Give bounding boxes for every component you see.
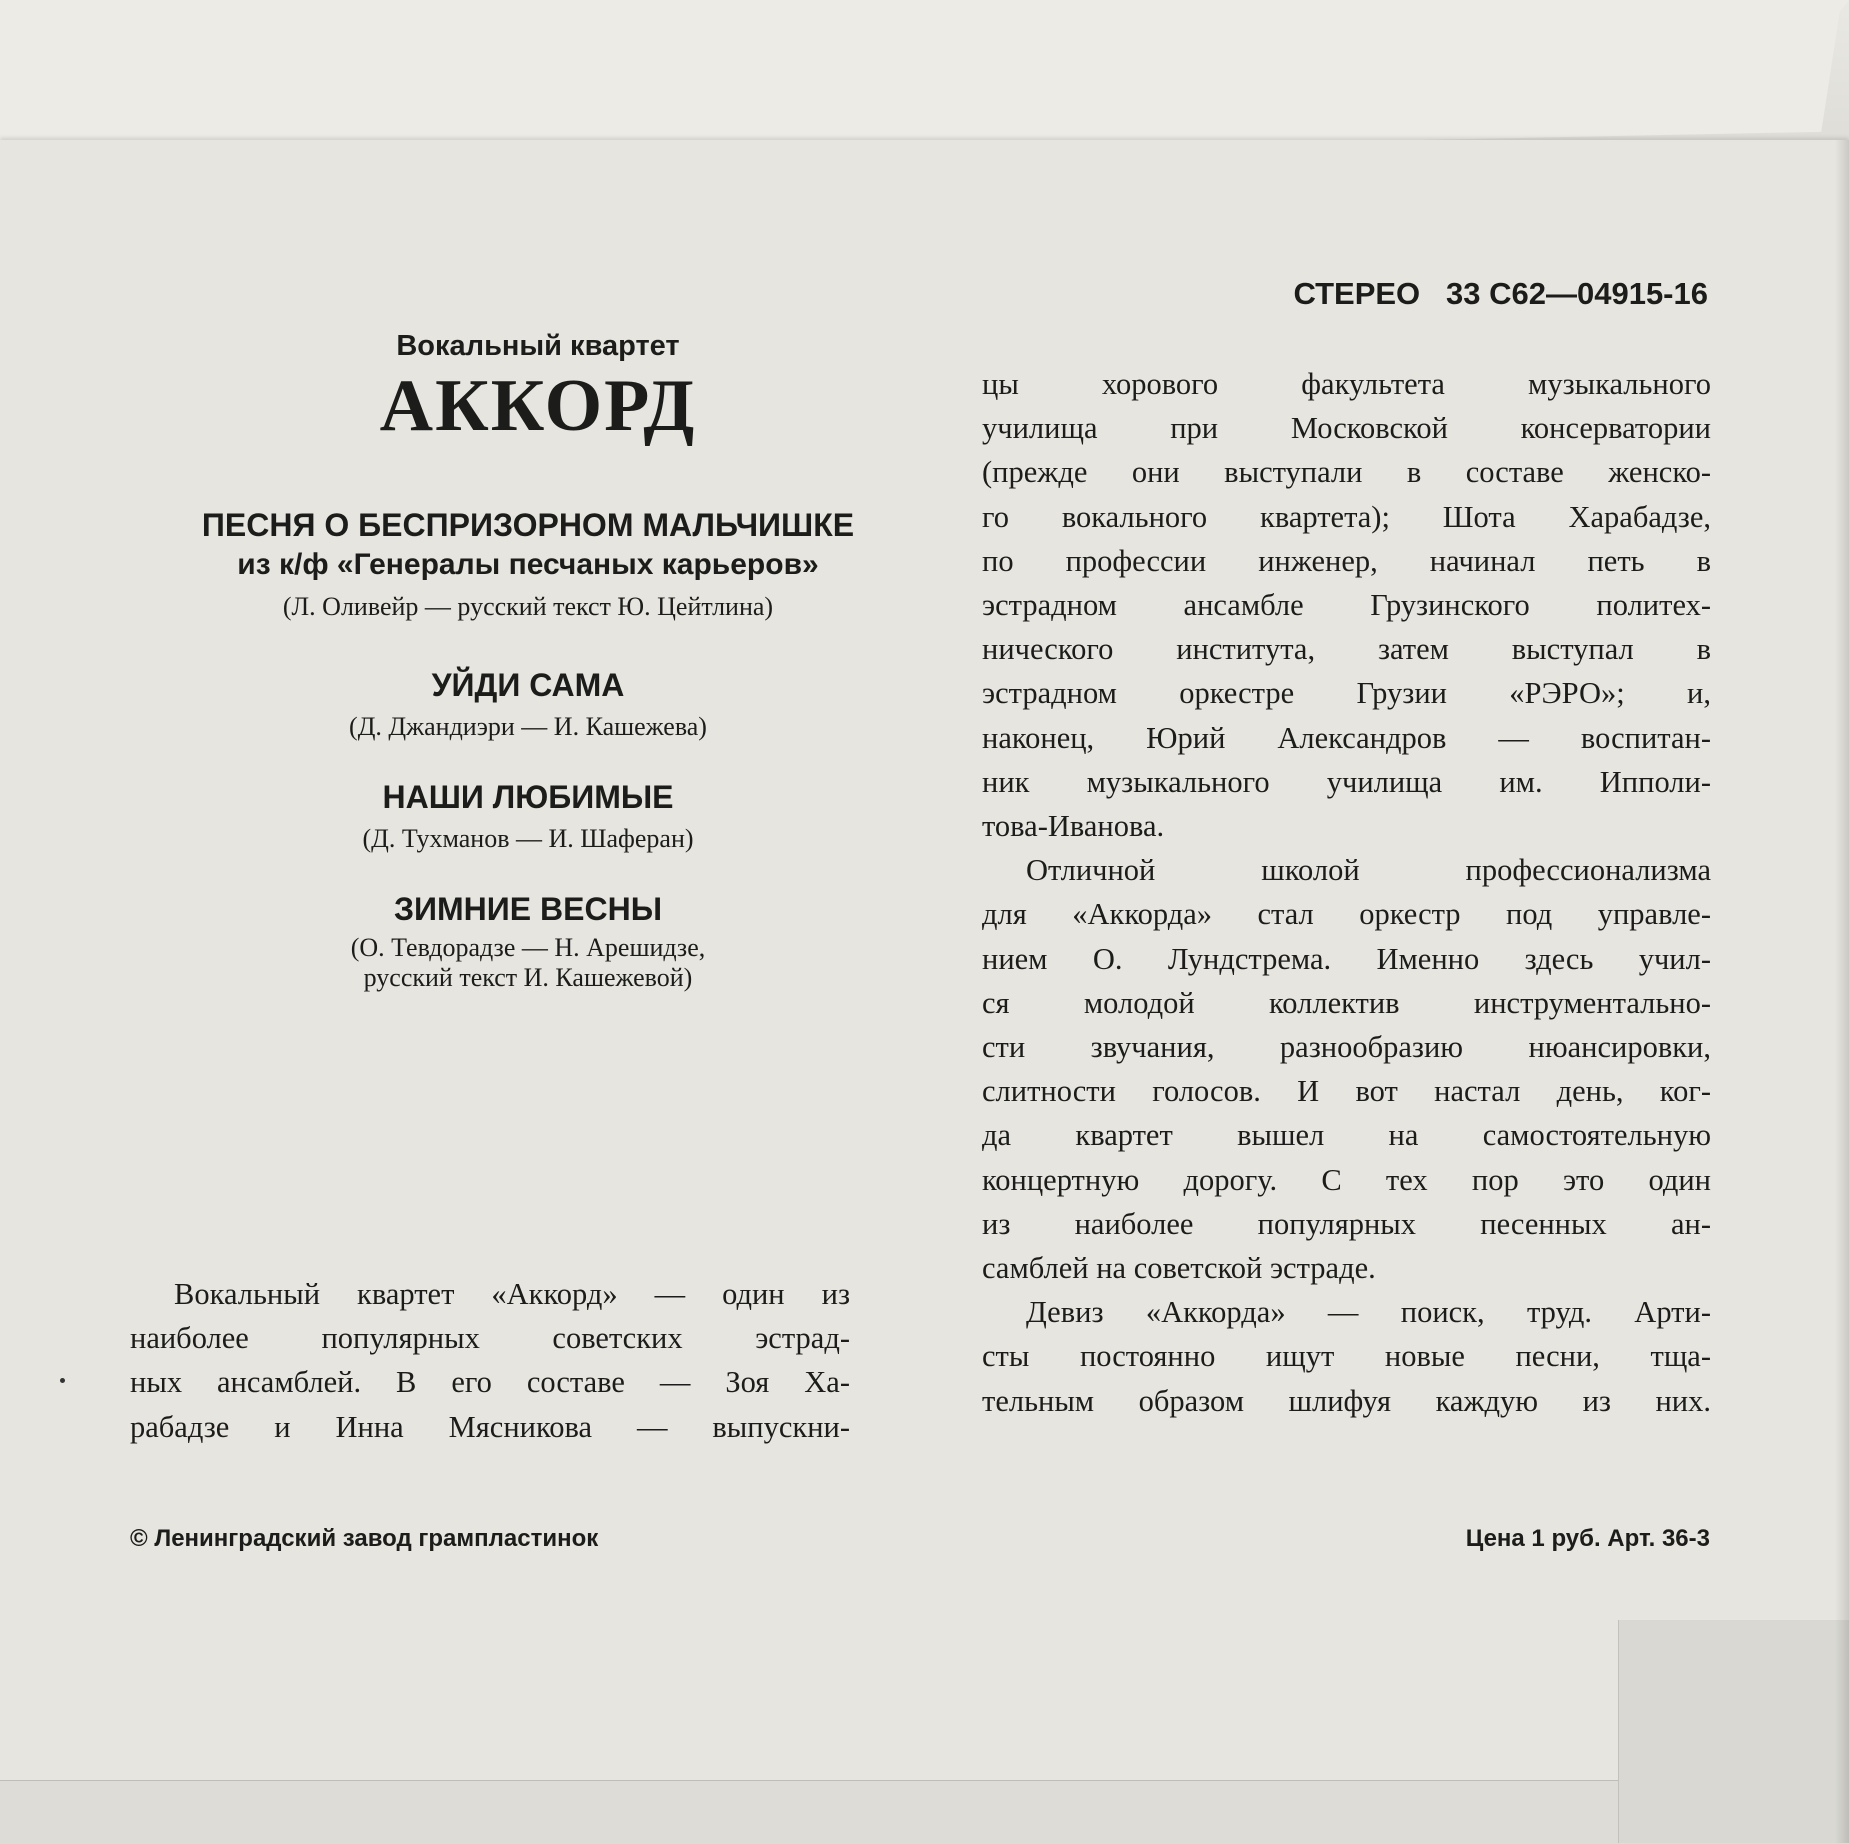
song-title: ПЕСНЯ О БЕСПРИЗОРНОМ МАЛЬЧИШКЕ [201,507,855,543]
text-line: наконец, Юрий Александров — воспитан- [982,720,1711,755]
price-line: Цена 1 руб. Арт. 36-3 [1465,1525,1710,1552]
edge-shadow [1835,140,1849,1843]
song-film-source: из к/ф «Генералы песчаных карьеров» [237,548,819,581]
text-line: самблей на советской эстраде. [982,1251,1376,1286]
text-line: сты постоянно ищут новые песни, тща- [982,1339,1711,1374]
text-line: наиболее популярных советских эстрад- [130,1321,850,1356]
text-line: тельным образом шлифуя каждую из них. [982,1383,1711,1418]
text-line: нического института, затем выступал в [982,632,1711,667]
catalog-number [1222,276,1708,312]
text-line: Вокальный квартет «Аккорд» — один из [174,1277,850,1311]
song-2 [128,665,928,745]
text-line: това-Иванова. [982,809,1165,844]
text-line: эстрадном ансамбле Грузинского политех- [982,588,1711,623]
text-line: сти звучания, разнообразию нюансировки, [982,1030,1711,1065]
text-line: го вокального квартета); Шота Харабадзе, [982,499,1711,534]
song-4 [128,889,928,993]
text-line: концертную дорогу. С тех пор это один [982,1162,1711,1197]
song-credit: (Л. Оливейр — русский текст Ю. Цейтлина) [282,592,774,621]
text-line: слитности голосов. И вот настал день, ког- [982,1074,1711,1109]
text-line: да квартет вышел на самостоятельную [982,1118,1711,1153]
song-title: НАШИ ЛЮБИМЫЕ [382,779,674,815]
text-line: нием О. Лундстрема. Именно здесь учил- [982,941,1711,976]
text-line: (прежде они выступали в составе женско- [982,455,1711,490]
intro-paragraph [130,1272,850,1449]
song-1 [128,505,928,625]
song-credit: (Д. Тухманов — И. Шаферан) [362,824,694,853]
text-line: Девиз «Аккорда» — поиск, труд. Арти- [1026,1295,1711,1330]
text-line: ся молодой коллектив инструментально- [982,985,1711,1020]
text-line: ник музыкального училища им. Ипполи- [982,764,1711,799]
text-line: цы хорового факультета музыкального [982,367,1711,401]
corner-flap [1618,1620,1849,1843]
ensemble-title: АККОРД [379,365,697,447]
print-dot [60,1378,65,1383]
text-line: из наиболее популярных песенных ан- [982,1206,1711,1241]
song-credit: (О. Тевдорадзе — Н. Арешидзе, [350,933,706,962]
ensemble-subtitle: Вокальный квартет [396,330,680,362]
tracklist-column [128,330,928,993]
text-line: Отличной школой профессионализма [1026,853,1711,888]
song-title: УЙДИ САМА [431,667,625,703]
text-line: рабадзе и Инна Мясникова — выпускни- [130,1409,850,1444]
publisher-line: © Ленинградский завод грампластинок [130,1525,599,1552]
stereo-label: СТЕРЕО [1293,276,1421,311]
song-credit: русский текст И. Кашежевой) [363,963,693,992]
song-title: ЗИМНИЕ ВЕСНЫ [393,891,663,927]
text-line: эстрадном оркестре Грузии «РЭРО»; и, [982,676,1711,711]
song-3 [128,777,928,857]
text-line: по профессии инженер, начинал петь в [982,543,1711,578]
bottom-flap [0,1780,1849,1844]
song-credit: (Д. Джандиэри — И. Кашежева) [349,712,707,741]
description-column [982,362,1711,1423]
text-line: для «Аккорда» стал оркестр под управле- [982,897,1711,932]
catalog-code: 33 С62—04915-16 [1446,276,1708,311]
text-line: ных ансамблей. В его составе — Зоя Ха- [130,1365,850,1400]
text-line: училища при Московской консерватории [982,411,1711,446]
